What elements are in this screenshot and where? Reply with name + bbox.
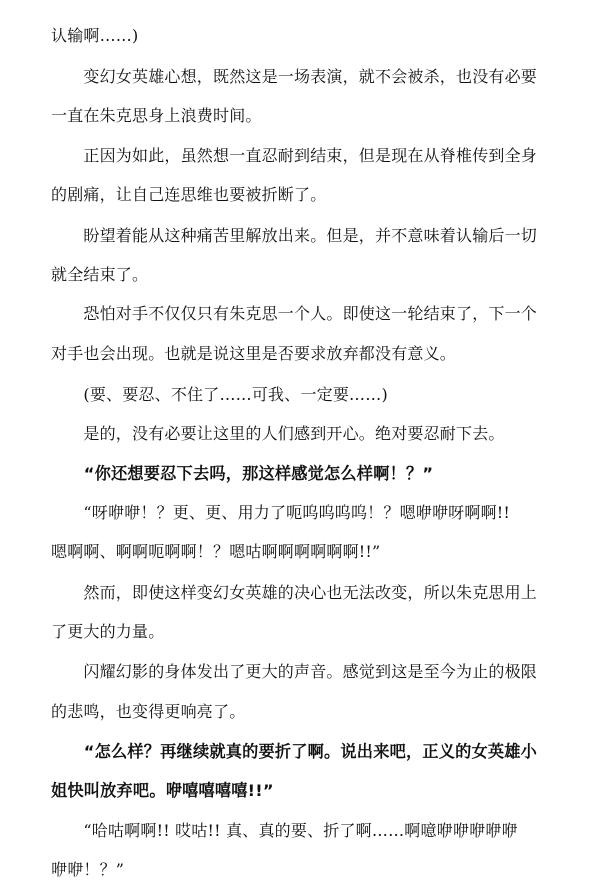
text-line: 一直在朱克思身上浪费时间。 (51, 106, 262, 125)
text-line-bold: “你还想要忍下去吗，那这样感觉怎么样啊！？” (51, 464, 434, 483)
text-line: 认输啊……) (51, 26, 139, 45)
text-line: 的悲鸣，也变得更响亮了。 (51, 702, 246, 721)
text-line: 盼望着能从这种痛苦里解放出来。但是，并不意味着认输后一切 (51, 226, 538, 245)
text-line: 就全结束了。 (51, 265, 149, 284)
text-line: 对手也会出现。也就是说这里是否要求放弃都没有意义。 (51, 344, 457, 363)
text-line: 嗯啊啊、啊啊呃啊啊！？嗯咕啊啊啊啊啊啊!!” (51, 542, 381, 561)
text-line: “哈咕啊啊!! 哎咕!! 真、真的要、折了啊……啊噫咿咿咿咿咿 (51, 821, 518, 840)
text-line: 闪耀幻影的身体发出了更大的声音。感觉到这是至今为止的极限 (51, 662, 538, 681)
text-line: 咿咿！？” (51, 860, 125, 879)
text-line: 了更大的力量。 (51, 622, 165, 641)
text-line: 是的，没有必要让这里的人们感到开心。绝对要忍耐下去。 (51, 424, 505, 443)
text-line: (要、要忍、不住了……可我、一定要……) (51, 385, 388, 404)
text-line: 然而，即使这样变幻女英雄的决心也无法改变，所以朱克思用上 (51, 583, 538, 602)
text-line: 的剧痛，让自己连思维也要被折断了。 (51, 185, 327, 204)
text-line: 正因为如此，虽然想一直忍耐到结束，但是现在从脊椎传到全身 (51, 146, 538, 165)
text-line-bold: “怎么样？再继续就真的要折了啊。说出来吧，正义的女英雄小 (51, 742, 538, 761)
text-line: 变幻女英雄心想，既然这是一场表演，就不会被杀，也没有必要 (51, 67, 538, 86)
text-line: “呀咿咿！？更、更、用力了呃呜呜呜呜！？嗯咿咿呀啊啊!! (51, 503, 511, 522)
text-line-bold: 姐快叫放弃吧。咿嘻嘻嘻嘻!!” (51, 781, 274, 800)
text-line: 恐怕对手不仅仅只有朱克思一个人。即使这一轮结束了，下一个 (51, 304, 538, 323)
